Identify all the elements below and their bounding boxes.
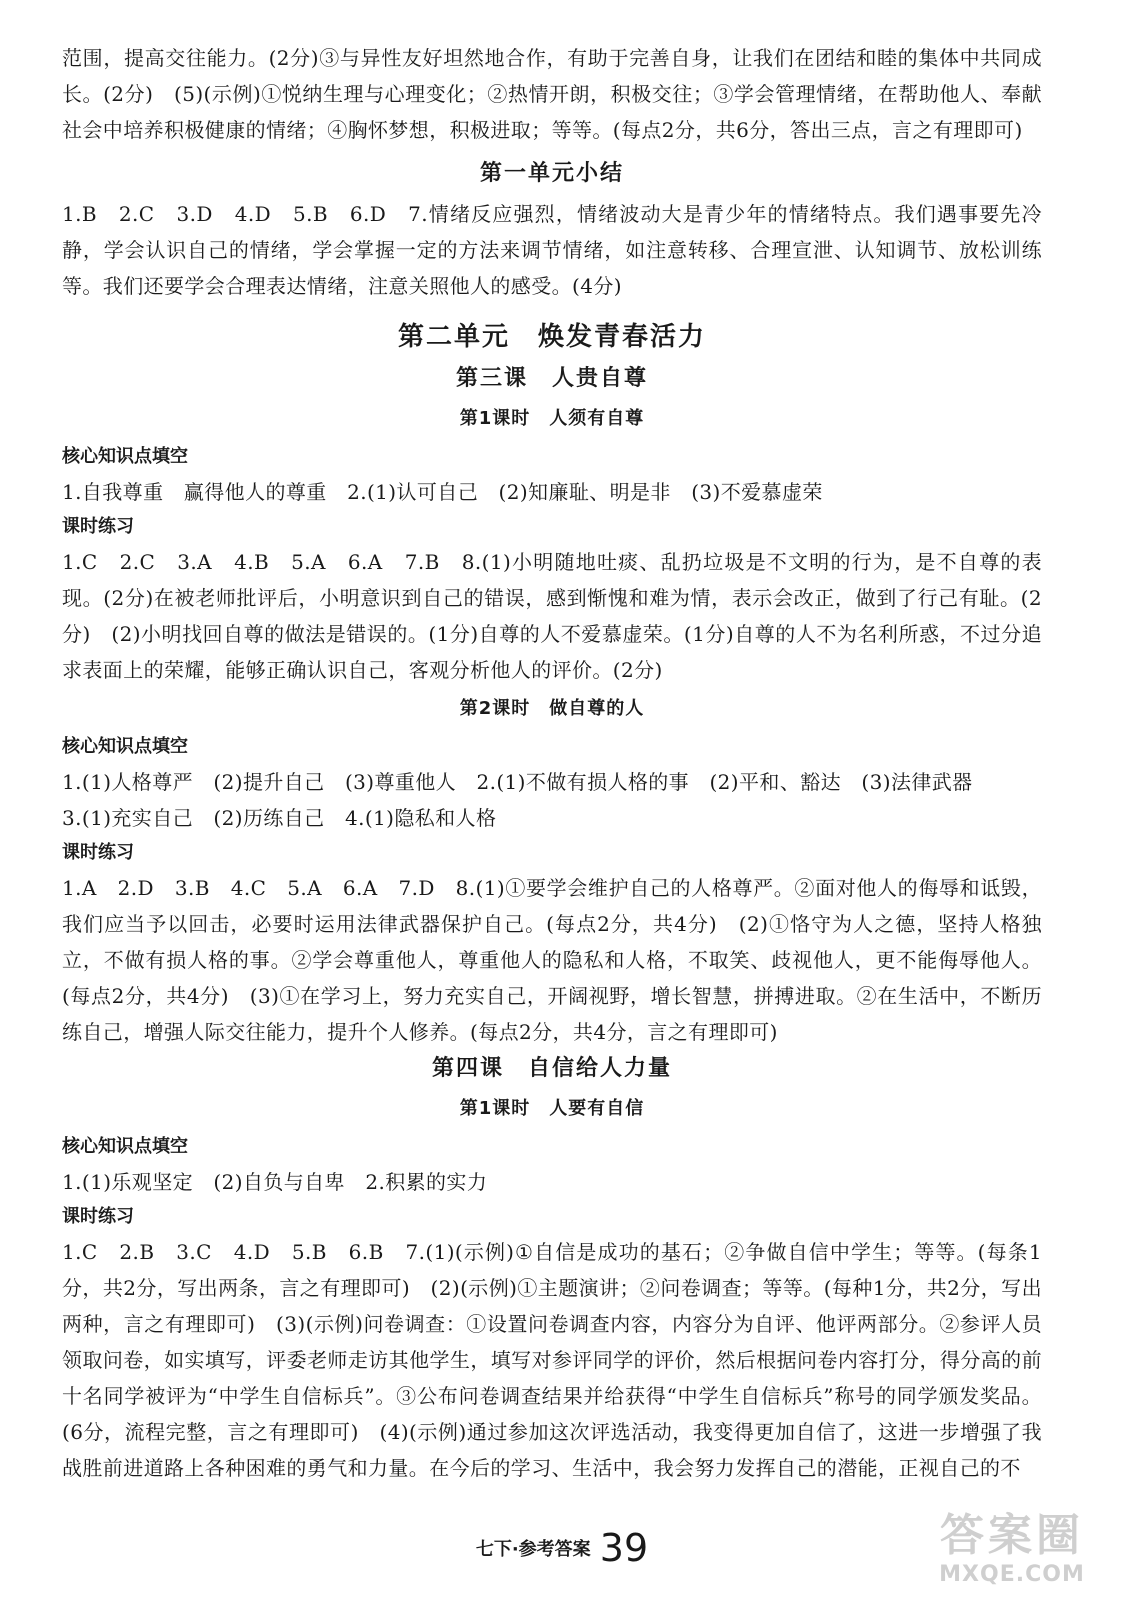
lesson3-period1-heading: 第1课时 人须有自尊 (459, 408, 645, 429)
watermark-site-text: MXQE.COM (939, 1562, 1085, 1587)
answer-page (62, 40, 1042, 1486)
core-knowledge-answers-line2: 3.(1)充实自己 (2)历练自己 4.(1)隐私和人格 (62, 806, 497, 830)
footer-label: 七下·参考答案 (475, 1539, 591, 1560)
core-knowledge-label: 核心知识点填空 (62, 446, 188, 467)
core-knowledge-answers: 1.(1)乐观坚定 (2)自负与自卑 2.积累的实力 (62, 1170, 488, 1194)
page-number: 39 (599, 1526, 649, 1570)
unit1-summary-answers: 1.B 2.C 3.D 4.D 5.B 6.D 7.情绪反应强烈，情绪波动大是青少年的情绪特点。我们遇事要先冷静，学会认识自己的情绪，学会掌握一定的方法来调节情绪，如注意转移、合理宣泄、认知调节、放松训练等。我们还要学会合理表达情绪，注意关照他人的感受。(4分) (62, 202, 1042, 298)
unit1-summary-heading: 第一单元小结 (479, 161, 624, 186)
lesson4-period1-heading: 第1课时 人要有自信 (459, 1098, 645, 1119)
practice-answers: 1.C 2.C 3.A 4.B 5.A 6.A 7.B 8.(1)小明随地吐痰、乱扔垃圾是不文明的行为，是不自尊的表现。(2分)在被老师批评后，小明意识到自己的错误，感到惭愧和难为情，表示会改正，做到了行己有耻。(2分) (2)小明找回自尊的做法是错误的。(1分)自尊的人不爱慕虚荣。(1分)自尊的人不为名利所惑，不过分追求表面上的荣耀，能够正确认识自己，客观分析他人的评价。(2分) (62, 550, 1042, 682)
core-knowledge-answers: 1.自我尊重 赢得他人的尊重 2.(1)认可自己 (2)知廉耻、明是非 (3)不爱慕虚荣 (62, 480, 823, 504)
lesson4-heading: 第四课 自信给人力量 (431, 1056, 672, 1081)
lesson3-period2-heading: 第2课时 做自尊的人 (459, 698, 645, 719)
practice-label: 课时练习 (62, 842, 134, 863)
practice-answers: 1.A 2.D 3.B 4.C 5.A 6.A 7.D 8.(1)①要学会维护自己的人格尊严。②面对他人的侮辱和诋毁，我们应当予以回击，必要时运用法律武器保护自己。(每点2分，共4分) (2)①恪守为人之德，坚持人格独立，不做有损人格的事。②学会尊重他人，尊重他人的隐私和人格，不取笑、歧视他人，更不能侮辱他人。(每点2分，共4分) (3)①在学习上，努力充实自己，开阔视野，增长智慧，拼搏进取。②在生活中，不断历练自己，增强人际交往能力，提升个人修养。(每点2分，共4分，言之有理即可) (62, 876, 1042, 1044)
practice-answers: 1.C 2.B 3.C 4.D 5.B 6.B 7.(1)(示例)①自信是成功的基石；②争做自信中学生；等等。(每条1分，共2分，写出两条，言之有理即可) (2)(示例)①主题演讲；②问卷调查；等等。(每种1分，共2分，写出两种，言之有理即可) (3)(示例)问卷调查：①设置问卷调查内容，内容分为自评、他评两部分。②参评人员领取问卷，如实填写，评委老师走访其他学生，填写对参评同学的评价，然后根据问卷内容打分，得分高的前十名同学被评为“中学生自信标兵”。③公布问卷调查结果并给获得“中学生自信标兵”称号的同学颁发奖品。(6分，流程完整，言之有理即可) (4)(示例)通过参加这次评选活动，我变得更加自信了，这进一步增强了我战胜前进道路上各种困难的勇气和力量。在今后的学习、生活中，我会努力发挥自己的潜能，正视自己的不 (62, 1240, 1042, 1480)
watermark-logo (912, 1510, 1112, 1592)
practice-label: 课时练习 (62, 516, 134, 537)
core-knowledge-label: 核心知识点填空 (62, 1136, 188, 1157)
core-knowledge-label: 核心知识点填空 (62, 736, 188, 757)
continued-answer-paragraph: 范围，提高交往能力。(2分)③与异性友好坦然地合作，有助于完善自身，让我们在团结和睦的集体中共同成长。(2分) (5)(示例)①悦纳生理与心理变化；②热情开朗，积极交往；③学会管理情绪，在帮助他人、奉献社会中培养积极健康的情绪；④胸怀梦想，积极进取；等等。(每点2分，共6分，答出三点，言之有理即可) (62, 46, 1042, 142)
core-knowledge-answers-line1: 1.(1)人格尊严 (2)提升自己 (3)尊重他人 2.(1)不做有损人格的事 (2)平和、豁达 (3)法律武器 (62, 770, 973, 794)
watermark-logo-text: 答案圈 (940, 1510, 1084, 1561)
unit2-heading: 第二单元 焕发青春活力 (397, 322, 706, 352)
practice-label: 课时练习 (62, 1206, 134, 1227)
lesson3-heading: 第三课 人贵自尊 (455, 366, 648, 391)
